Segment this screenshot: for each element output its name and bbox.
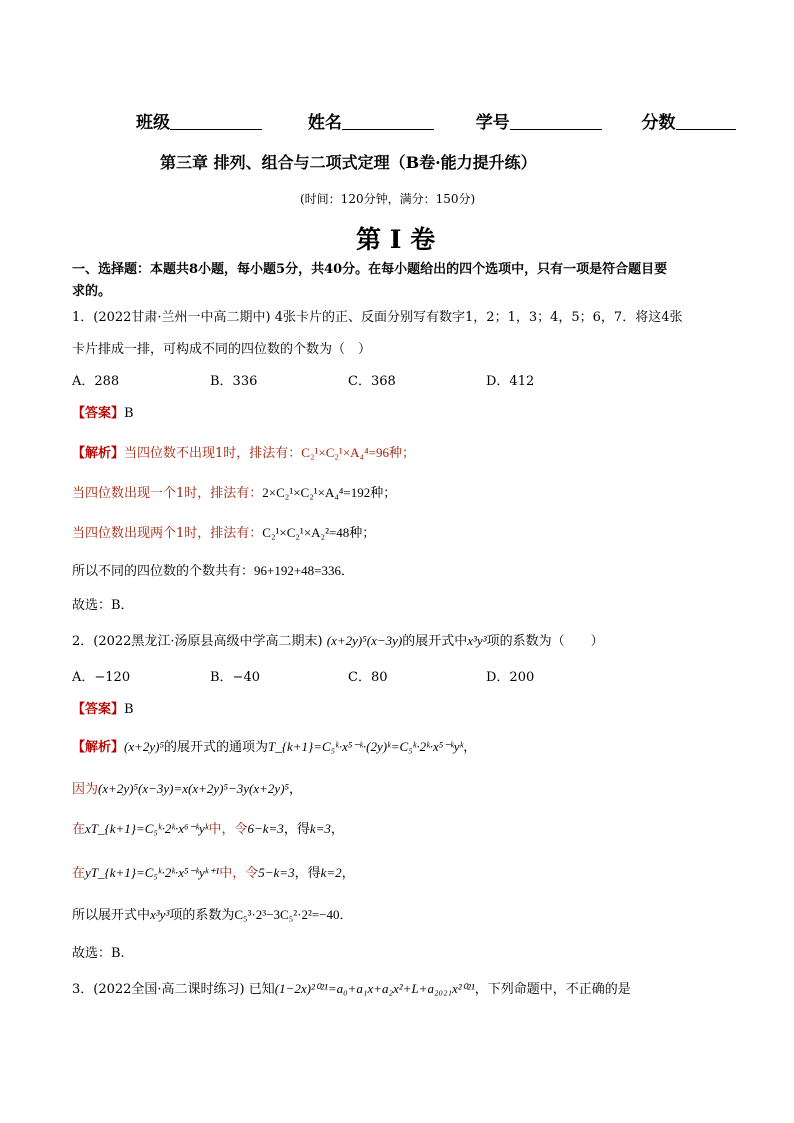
q1-answer (72, 402, 134, 421)
q1-l4-end: ． (341, 564, 355, 579)
q1-analysis-line3 (72, 522, 375, 541)
q1-l2-text: 当四位数出现一个1时，排法有： (72, 486, 263, 501)
name-blank[interactable] (342, 115, 434, 130)
page-subtitle: (时间：120分钟，满分：150分) (300, 192, 476, 206)
page-title: 第三章 排列、组合与二项式定理（B卷·能力提升练） (160, 153, 537, 172)
q3-stem-math: (1−2x)²⁰²¹=a₀+a₁x+a₂x²+L+a₂₀₂₁x²⁰²¹ (274, 981, 475, 996)
answer-value: B (124, 406, 134, 421)
q1-option-a[interactable]: A．288 (72, 374, 120, 389)
q2-answer (72, 698, 134, 717)
q1-stem-line1: 1．(2022甘肃·兰州一中高二期中) 4张卡片的正、反面分别写有数字1，2；1，3；4，5；6，7．将这4张 (72, 310, 683, 325)
q2-analysis-line3 (72, 818, 344, 837)
header-line (136, 108, 736, 133)
q2-l5-term: x³y³ (150, 907, 170, 922)
q2-stem (72, 630, 604, 649)
analysis-tag: 【解析】 (72, 446, 125, 461)
q2-stem-mid: 的展开式中 (402, 634, 468, 649)
q2-option-a[interactable]: A．−120 (72, 670, 131, 685)
q1-choice: 故选：B． (72, 598, 134, 613)
q2-l5-end: ． (339, 908, 353, 923)
q2-l2-text: 因为 (72, 782, 99, 797)
q2-l4-res: k=2 (320, 865, 342, 880)
q2-choice: 故选：B. (72, 946, 125, 961)
q1-l2-end: 种； (370, 486, 397, 501)
name-label: 姓名 (307, 113, 342, 133)
q2-stem-term: x³y³ (467, 633, 487, 648)
q1-l1-end: 种； (388, 446, 415, 461)
q2-analysis-line5 (72, 904, 353, 923)
q2-l5-mid: 项的系数为 (169, 908, 235, 923)
answer-tag: 【答案】 (72, 406, 125, 421)
section-heading-1: 一、选择题：本题共8小题，每小题5分，共40分。在每小题给出的四个选项中，只有一项是符合题目要 (72, 262, 668, 277)
q1-option-d[interactable]: D．412 (486, 374, 535, 389)
q3-stem-post: ，下列命题中，不正确的是 (474, 982, 631, 997)
q1-l3-math: C₂¹×C₂¹×A₂²=48 (262, 525, 350, 540)
q2-stem-pre: 2．(2022黑龙江·汤原县高级中学高二期末) (72, 634, 323, 649)
q3-stem-pre: 3．(2022全国·高二课时练习) 已知 (72, 982, 275, 997)
q2-l3-cond: 6−k=3 (247, 821, 284, 836)
q1-analysis-line2 (72, 482, 396, 501)
q1-stem-line2: 卡片排成一排，可构成不同的四位数的个数为（ ） (72, 342, 372, 357)
q2-analysis-line1 (72, 736, 476, 755)
q2-l2-end: ， (289, 782, 303, 797)
id-label: 学号 (475, 113, 510, 133)
q2-l3-mid: 中，令 (208, 822, 248, 837)
q2-analysis-line2 (72, 778, 302, 797)
q2-l5-formula: C₅³·2³−3C₅²·2²=−40 (234, 907, 340, 922)
answer-tag: 【答案】 (72, 702, 125, 717)
q1-option-b[interactable]: B．336 (210, 374, 258, 389)
section-heading-2: 求的。 (72, 284, 112, 299)
analysis-tag: 【解析】 (72, 740, 125, 755)
q2-stem-math: (x+2y)⁵(x−3y) (326, 633, 403, 648)
q1-l2-math: 2×C₂¹×C₂¹×A₄⁴=192 (262, 485, 371, 500)
q1-l3-end: 种； (349, 526, 376, 541)
q2-l3-end: ， (330, 822, 344, 837)
q2-l1-text: 的展开式的通项为 (164, 740, 269, 755)
class-blank[interactable] (170, 115, 262, 130)
q2-l4-cond: 5−k=3 (258, 865, 295, 880)
q1-analysis-line4 (72, 560, 354, 579)
q2-l2-formula: (x+2y)⁵(x−3y)=x(x+2y)⁵−3y(x+2y)⁵ (98, 781, 290, 796)
q2-option-b[interactable]: B．−40 (210, 670, 260, 685)
q1-l3-text: 当四位数出现两个1时，排法有： (72, 526, 263, 541)
q2-l1-formula: T_{k+1}=C₅ᵏ·x⁵⁻ᵏ·(2y)ᵏ=C₅ᵏ·2ᵏ·x⁵⁻ᵏyᵏ (268, 739, 464, 754)
q2-l3-text: 在 (72, 822, 86, 837)
q2-l4-text: 在 (72, 866, 86, 881)
q1-l1-math: C₂¹×C₂¹×A₄⁴=96 (301, 445, 389, 460)
q2-l5-text: 所以展开式中 (72, 908, 151, 923)
q2-l3-mid2: ，得 (283, 822, 310, 837)
q2-l4-mid2: ，得 (294, 866, 321, 881)
id-blank[interactable] (510, 115, 602, 130)
q1-option-c[interactable]: C．368 (348, 374, 396, 389)
q1-l1-text: 当四位数不出现1时，排法有： (124, 446, 302, 461)
class-label: 班级 (136, 113, 170, 133)
q2-l4-end: ， (341, 866, 355, 881)
score-blank[interactable] (676, 115, 736, 130)
q2-option-c[interactable]: C．80 (348, 670, 388, 685)
q2-option-d[interactable]: D．200 (486, 670, 535, 685)
q2-l3-res: k=3 (309, 821, 331, 836)
q1-analysis-line1 (72, 442, 415, 461)
q2-analysis-line4 (72, 862, 355, 881)
q2-l4-mid: 中，令 (219, 866, 259, 881)
q2-l4-formula: yT_{k+1}=C₅ᵏ·2ᵏ·x⁵⁻ᵏyᵏ⁺¹ (85, 865, 220, 880)
volume-title: 第 I 卷 (356, 225, 436, 254)
q2-stem-post: 项的系数为（ ） (486, 634, 604, 649)
q2-l3-formula: xT_{k+1}=C₅ᵏ·2ᵏ·x⁶⁻ᵏyᵏ (85, 821, 209, 836)
answer-value: B (124, 702, 134, 717)
q2-l1-math: (x+2y)⁵ (124, 739, 165, 754)
q1-l4-text: 所以不同的四位数的个数共有： (72, 564, 255, 579)
score-label: 分数 (641, 113, 676, 133)
q2-l1-end: ， (463, 740, 477, 755)
q1-l4-math: 96+192+48=336 (254, 563, 342, 578)
q3-stem (72, 978, 631, 997)
